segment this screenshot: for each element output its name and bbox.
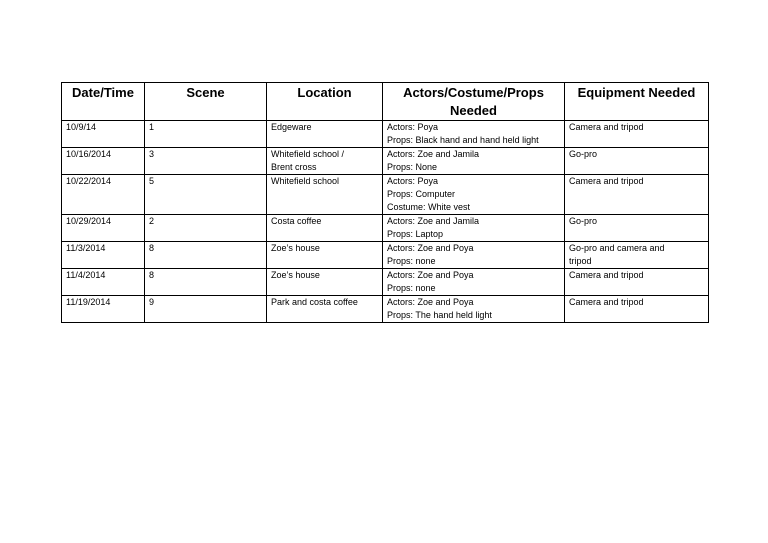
table-row [62, 175, 709, 215]
cell-actors-line: Actors: Zoe and Poya [387, 297, 474, 307]
cell-actors-line: Actors: Zoe and Poya [387, 270, 474, 280]
table-row [62, 148, 709, 175]
cell-location [267, 242, 383, 269]
cell-date: 11/19/2014 [62, 296, 145, 323]
cell-actors-line: Props: none [387, 283, 436, 293]
cell-equipment-line: Go-pro [569, 216, 598, 226]
header-date: Date/Time [62, 83, 145, 121]
cell-scene: 1 [145, 121, 267, 148]
cell-date: 10/16/2014 [62, 148, 145, 175]
table-header-row [62, 83, 709, 121]
header-scene: Scene [145, 83, 267, 121]
cell-actors-line: Actors: Zoe and Jamila [387, 149, 480, 159]
cell-equipment-line: tripod [569, 256, 592, 266]
header-actors-line2: Needed [450, 103, 497, 118]
cell-scene: 9 [145, 296, 267, 323]
cell-scene: 8 [145, 242, 267, 269]
header-equipment: Equipment Needed [565, 83, 709, 121]
filming-schedule-table [61, 82, 709, 323]
cell-actors-line: Props: Computer [387, 189, 456, 199]
table-row [62, 296, 709, 323]
cell-actors-line: Actors: Poya [387, 176, 439, 186]
cell-equipment [565, 175, 709, 215]
cell-location-line: Park and costa coffee [271, 297, 358, 307]
cell-date: 10/9/14 [62, 121, 145, 148]
cell-location-line: Zoe’s house [271, 243, 320, 253]
cell-equipment [565, 242, 709, 269]
cell-equipment-line: Camera and tripod [569, 270, 644, 280]
cell-date: 10/22/2014 [62, 175, 145, 215]
cell-actors [383, 242, 565, 269]
cell-actors-line: Props: Laptop [387, 229, 444, 239]
cell-actors [383, 269, 565, 296]
cell-actors-line: Props: none [387, 256, 436, 266]
cell-location-line: Whitefield school / [271, 149, 345, 159]
cell-equipment-line: Go-pro [569, 149, 598, 159]
cell-scene: 8 [145, 269, 267, 296]
cell-scene: 2 [145, 215, 267, 242]
cell-actors-line: Costume: White vest [387, 202, 471, 212]
cell-actors [383, 121, 565, 148]
cell-actors [383, 296, 565, 323]
cell-equipment [565, 148, 709, 175]
cell-location-line: Whitefield school [271, 176, 340, 186]
cell-location-line: Edgeware [271, 122, 312, 132]
cell-scene: 3 [145, 148, 267, 175]
cell-actors-line: Props: The hand held light [387, 310, 492, 320]
cell-actors-line: Props: Black hand and hand held light [387, 135, 539, 145]
cell-actors-line: Actors: Poya [387, 122, 439, 132]
cell-actors-line: Actors: Zoe and Poya [387, 243, 474, 253]
cell-equipment-line: Go-pro and camera and [569, 243, 665, 253]
cell-location [267, 148, 383, 175]
cell-actors-line: Props: None [387, 162, 438, 172]
table-row [62, 242, 709, 269]
cell-equipment [565, 269, 709, 296]
cell-date: 11/4/2014 [62, 269, 145, 296]
cell-location-line: Costa coffee [271, 216, 322, 226]
cell-equipment [565, 121, 709, 148]
table-row [62, 269, 709, 296]
header-actors [383, 83, 565, 121]
table-row [62, 121, 709, 148]
cell-location [267, 215, 383, 242]
cell-location [267, 121, 383, 148]
cell-actors [383, 215, 565, 242]
cell-actors-line: Actors: Zoe and Jamila [387, 216, 480, 226]
header-location: Location [267, 83, 383, 121]
table-row [62, 215, 709, 242]
cell-location-line: Brent cross [271, 162, 317, 172]
cell-date: 11/3/2014 [62, 242, 145, 269]
cell-equipment [565, 296, 709, 323]
cell-actors [383, 148, 565, 175]
cell-location-line: Zoe’s house [271, 270, 320, 280]
cell-equipment-line: Camera and tripod [569, 297, 644, 307]
cell-location [267, 296, 383, 323]
cell-equipment [565, 215, 709, 242]
cell-actors [383, 175, 565, 215]
cell-location [267, 175, 383, 215]
cell-date: 10/29/2014 [62, 215, 145, 242]
cell-scene: 5 [145, 175, 267, 215]
cell-location [267, 269, 383, 296]
cell-equipment-line: Camera and tripod [569, 122, 644, 132]
cell-equipment-line: Camera and tripod [569, 176, 644, 186]
header-actors-line1: Actors/Costume/Props [403, 85, 544, 100]
